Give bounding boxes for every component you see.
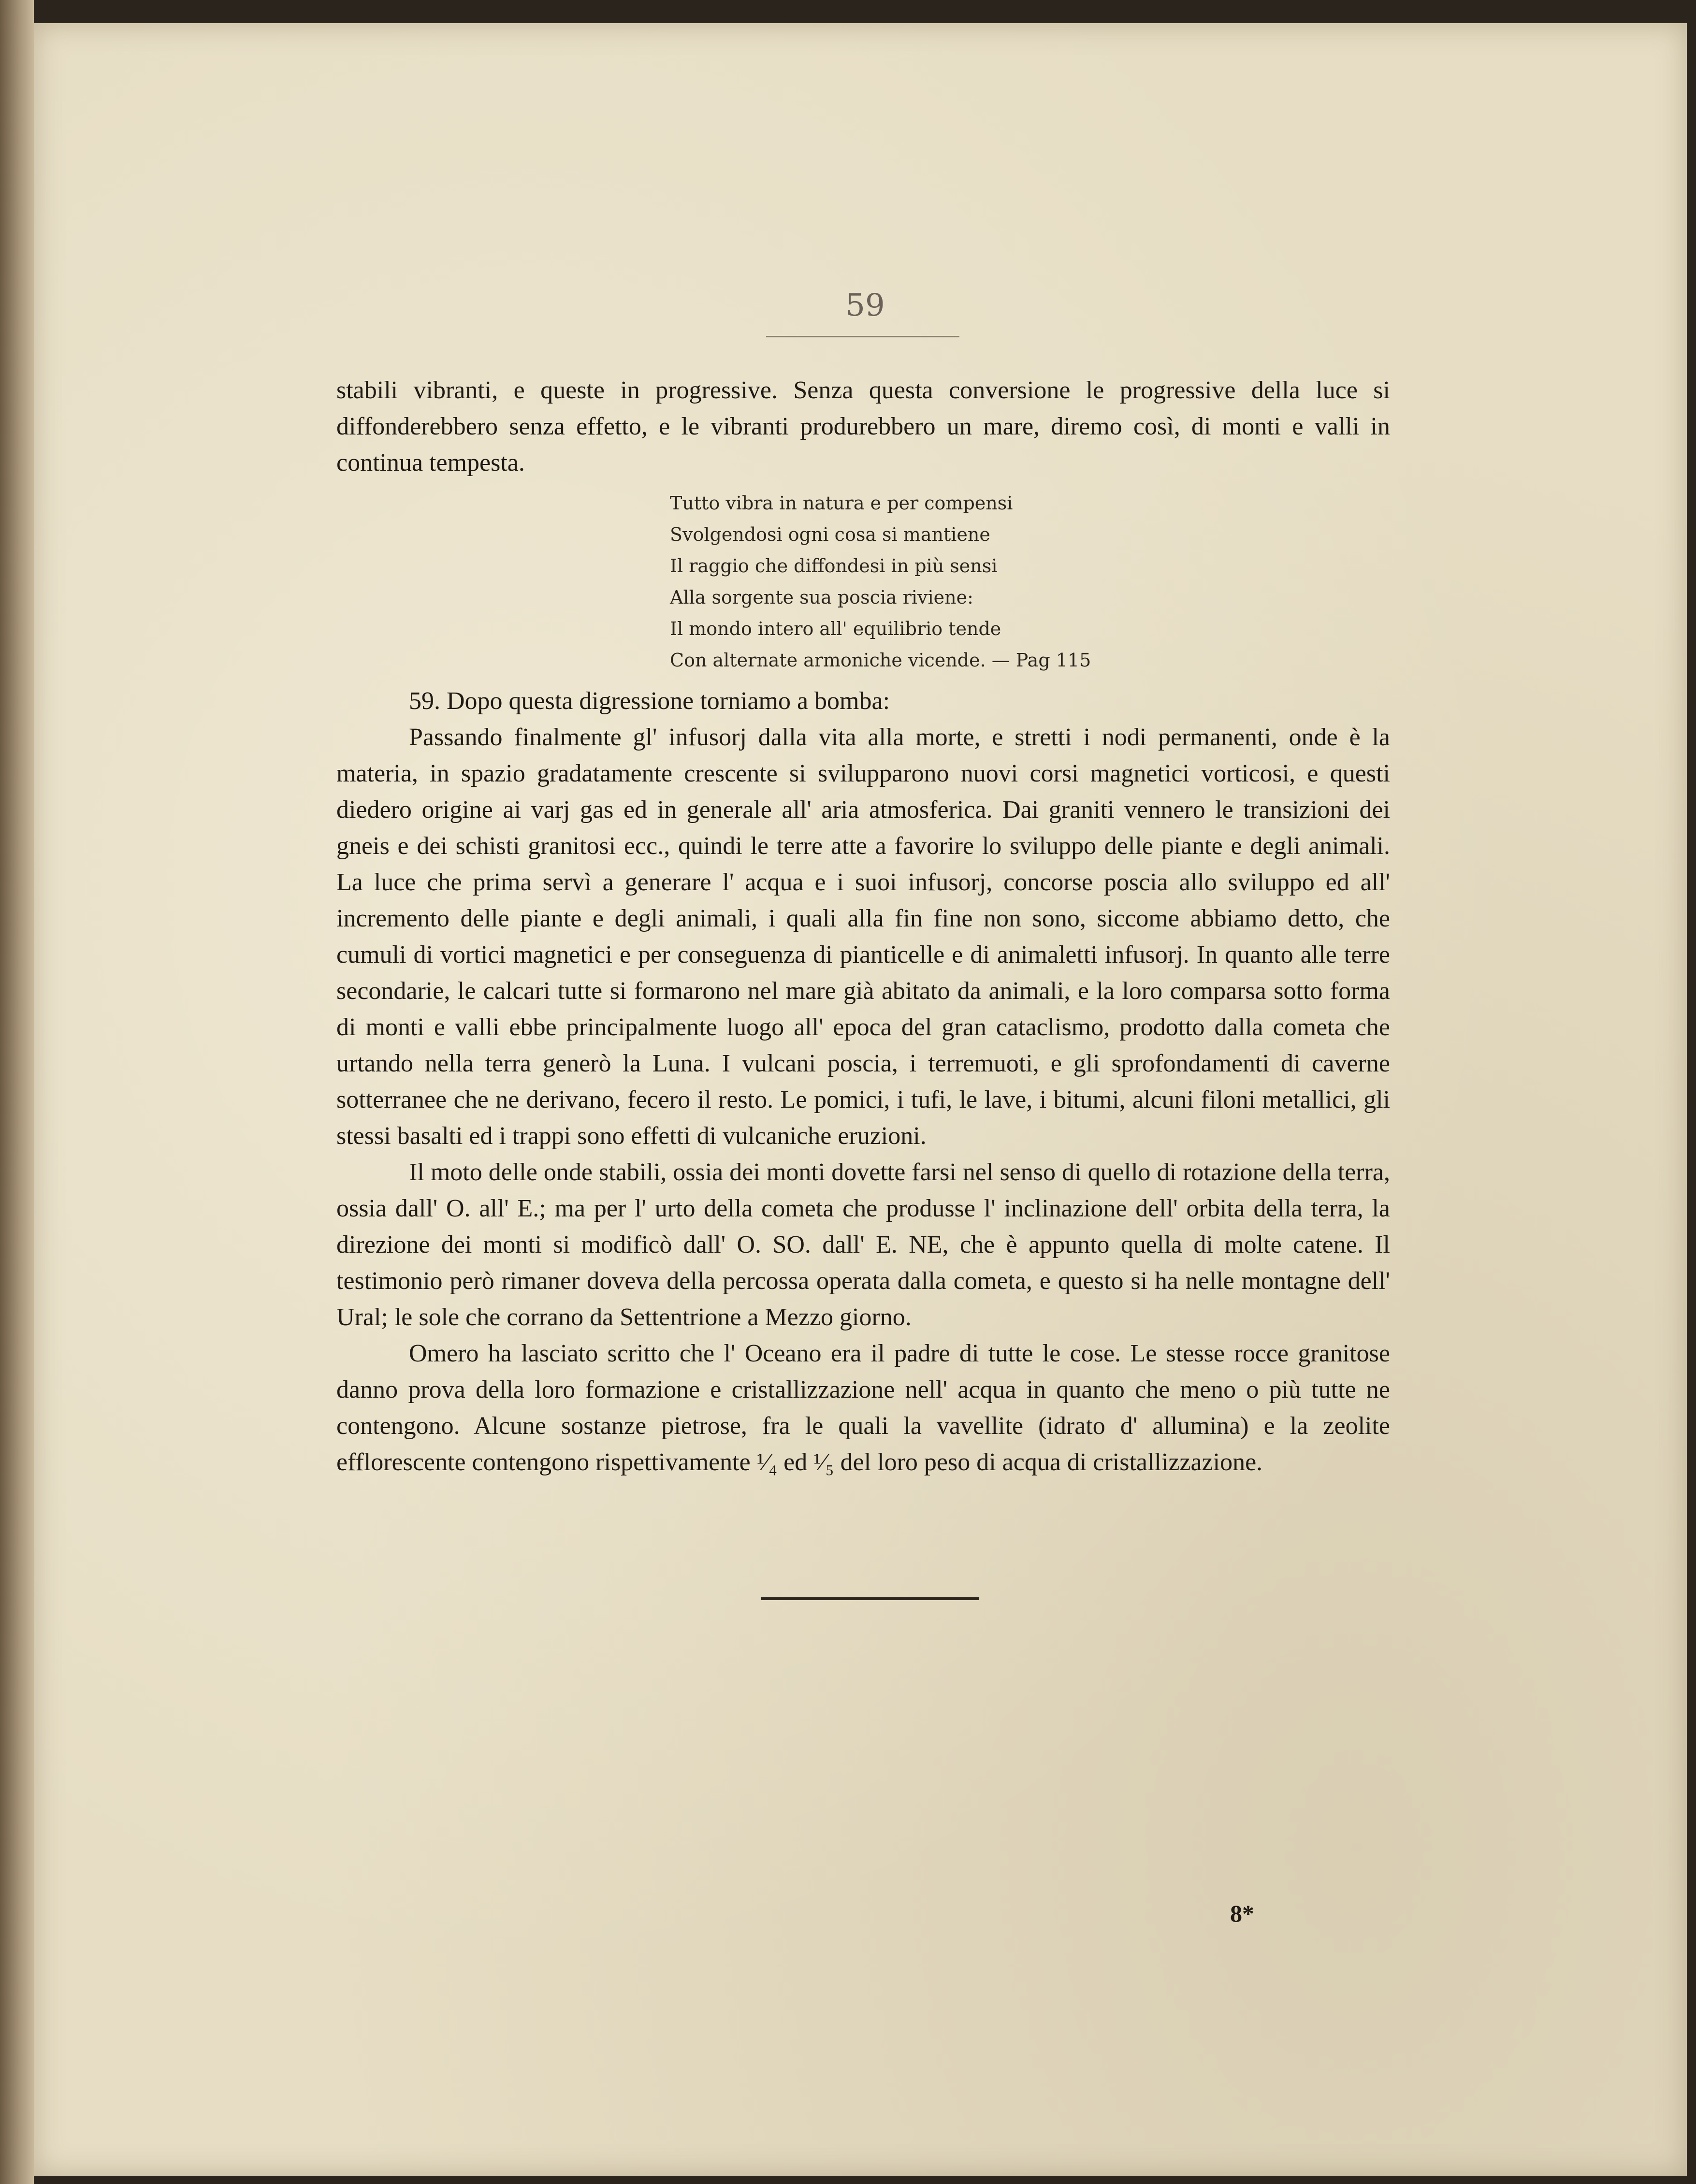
- page-number: 59: [845, 288, 885, 323]
- poem-line: Il raggio che diffondesi in più sensi: [670, 555, 998, 577]
- paragraph-continuation: stabili vibranti, e queste in progressive. Senza questa conversione le progressive della luce si diffonderebbero senza effetto, e le vibranti produrebbero un mare, diremo così, di monti e valli in continua tempesta.: [336, 376, 1390, 477]
- poem-line: Svolgendosi ogni cosa si mantiene: [670, 524, 990, 545]
- paragraph: Il moto delle onde stabili, ossia dei monti dovette farsi nel senso di quello di rotazione della terra, ossia dall' O. all' E.; ma per l' urto della cometa che produsse l' inclinazione dell' orbita della terra, la direzione dei monti si modificò dall' O. SO. dall' E. NE, che è appunto quella di molte catene. Il testimonio però rimaner doveva della percossa operata dalla cometa, e questo si ha nelle montagne dell' Ural; le sole che corrano da Settentrione a Mezzo giorno.: [336, 1158, 1390, 1331]
- poem-line: Alla sorgente sua poscia riviene:: [670, 587, 973, 608]
- poem-line: Con alternate armoniche vicende. — Pag 115: [670, 650, 1091, 671]
- poem-quote: [670, 488, 1390, 676]
- body-text: [336, 372, 1390, 1480]
- signature-mark: 8*: [1230, 1900, 1254, 1927]
- section-heading: 59. Dopo questa digressione torniamo a bomba:: [409, 687, 890, 715]
- paragraph: Passando finalmente gl' infusorj dalla vita alla morte, e stretti i nodi permanenti, onde è la materia, in spazio gradatamente crescente si svilupparono nuovi corsi magnetici vorticosi, e questi diedero origine ai varj gas ed in generale all' aria atmosferica. Dai graniti vennero le transizioni dei gneis e dei schisti granitosi ecc., quindi le terre atte a favorire lo sviluppo delle piante e degli animali. La luce che prima servì a generare l' acqua e i suoi infusorj, concorse poscia allo sviluppo ed all' incremento delle piante e degli animali, i quali alla fin fine non sono, siccome abbiamo detto, che cumuli di vortici magnetici e per conseguenza di pianticelle e di animaletti infusorj. In quanto alle terre secondarie, le calcari tutte si formarono nel mare già abitato da animali, e la loro comparsa sotto forma di monti e valli ebbe principalmente luogo all' epoca del gran cataclismo, prodotto dalla cometa che urtando nella terra generò la Luna. I vulcani poscia, i terremuoti, e gli sprofondamenti di caverne sotterranee che ne derivano, fecero il resto. Le pomici, i tufi, le lave, i bitumi, alcuni filoni metallici, gli stessi basalti ed i trappi sono effetti di vulcaniche eruzioni.: [336, 723, 1390, 1150]
- poem-line: Il mondo intero all' equilibrio tende: [670, 618, 1001, 639]
- paragraph-text: Omero ha lasciato scritto che l' Oceano era il padre di tutte le cose. Le stesse rocce granitose danno prova della loro formazione e cristallizzazione nell' acqua in quanto che meno o più tutte ne contengono. Alcune sostanze pietrose, fra le quali la vavellite (idrato d' allumina) e la zeolite efflorescente contengono rispettivamente: [336, 1340, 1390, 1476]
- book-spine-edge: [0, 0, 34, 2184]
- poem-line: Tutto vibra in natura e per compensi: [670, 492, 1013, 514]
- header-rule: [766, 336, 959, 337]
- paragraph-last: [336, 1335, 1390, 1480]
- paragraph-text: del loro peso di acqua di cristallizzazione.: [840, 1448, 1263, 1476]
- fraction: ¹⁄₄: [756, 1448, 778, 1476]
- fraction: ¹⁄₅: [813, 1448, 834, 1476]
- end-rule: [761, 1597, 979, 1600]
- paragraph-text: ed: [783, 1448, 808, 1476]
